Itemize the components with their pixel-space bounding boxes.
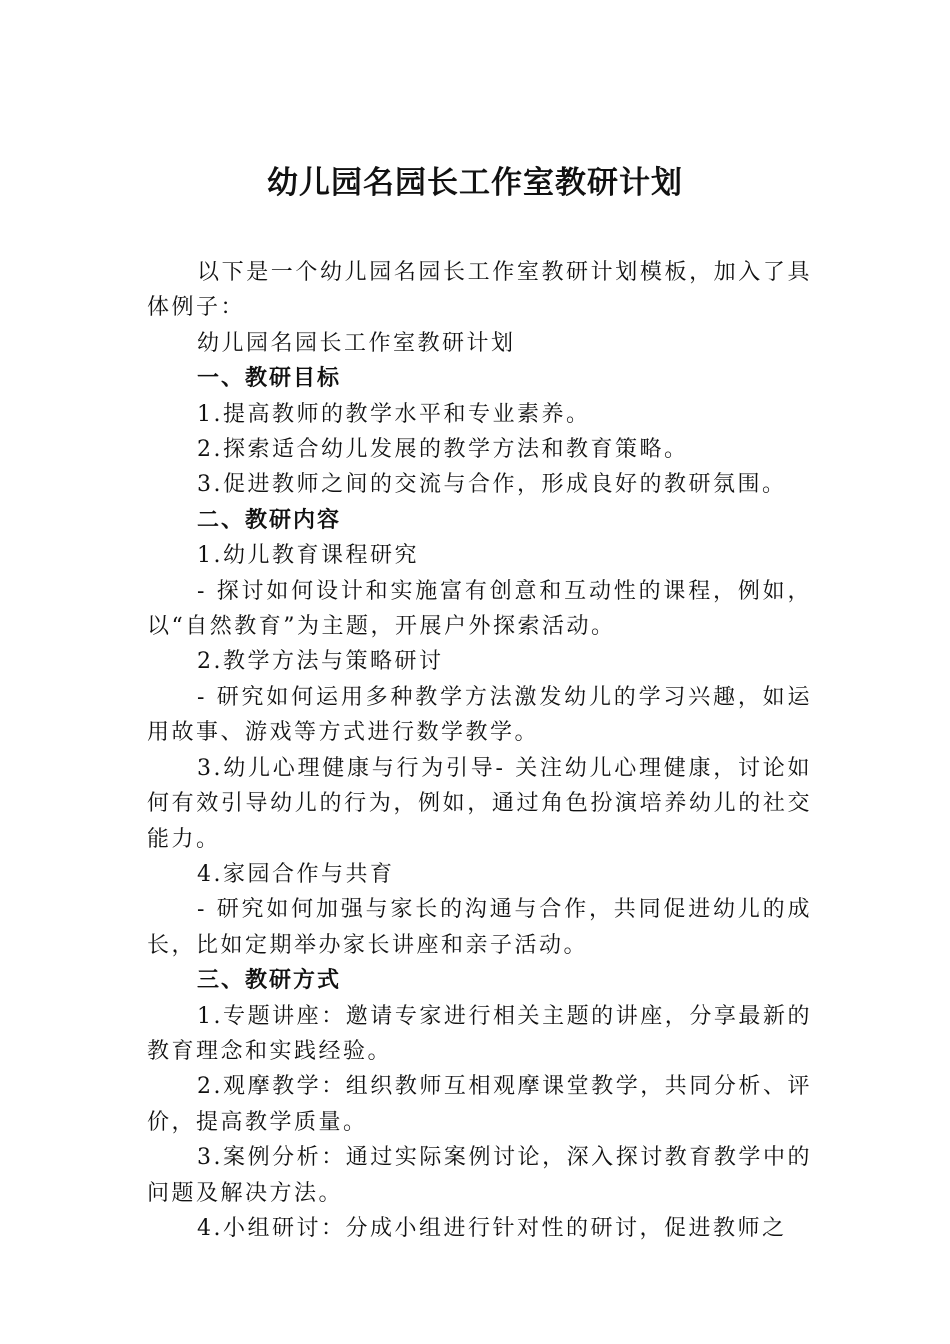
document-title: 幼儿园名园长工作室教研计划 [267,165,683,201]
content-item-4-detail: - 研究如何加强与家长的沟通与合作，共同促进幼儿的成长，比如定期举办家长讲座和亲子活动。 [147,897,812,958]
content-item-2-title: 2.教学方法与策略研讨 [197,649,444,675]
content-item-1-detail: - 探讨如何设计和实施富有创意和互动性的课程，例如，以“自然教育”为主题，开展户外探索活动。 [147,578,812,640]
method-item-1: 1.专题讲座：邀请专家进行相关主题的讲座，分享最新的教育理念和实践经验。 [147,1003,812,1064]
content-item-3: 3.幼儿心理健康与行为引导- 关注幼儿心理健康，讨论如何有效引导幼儿的行为，例如，通过角色扮演培养幼儿的社交能力。 [147,755,812,852]
method-item-3: 3.案例分析：通过实际案例讨论，深入探讨教育教学中的问题及解决方法。 [147,1145,812,1206]
method-item-2: 2.观摩教学：组织教师互相观摩课堂教学，共同分析、评价，提高教学质量。 [147,1074,812,1135]
section-heading-goals: 一、教研目标 [197,366,342,392]
content-item-1-title: 1.幼儿教育课程研究 [197,543,419,569]
goal-item-2: 2.探索适合幼儿发展的教学方法和教育策略。 [197,437,689,463]
plan-name-paragraph: 幼儿园名园长工作室教研计划 [197,330,516,356]
content-item-4-title: 4.家园合作与共育 [197,861,395,887]
section-heading-methods: 三、教研方式 [197,968,342,994]
intro-paragraph: 以下是一个幼儿园名园长工作室教研计划模板，加入了具体例子： [147,260,812,321]
section-heading-content: 二、教研内容 [197,507,342,533]
method-item-4: 4.小组研讨：分成小组进行针对性的研讨，促进教师之 [197,1215,787,1241]
content-item-2-detail: - 研究如何运用多种教学方法激发幼儿的学习兴趣，如运用故事、游戏等方式进行数学教学。 [147,684,812,746]
document-body [147,255,812,1246]
goal-item-3: 3.促进教师之间的交流与合作，形成良好的教研氛围。 [197,472,787,498]
goal-item-1: 1.提高教师的教学水平和专业素养。 [197,401,591,427]
